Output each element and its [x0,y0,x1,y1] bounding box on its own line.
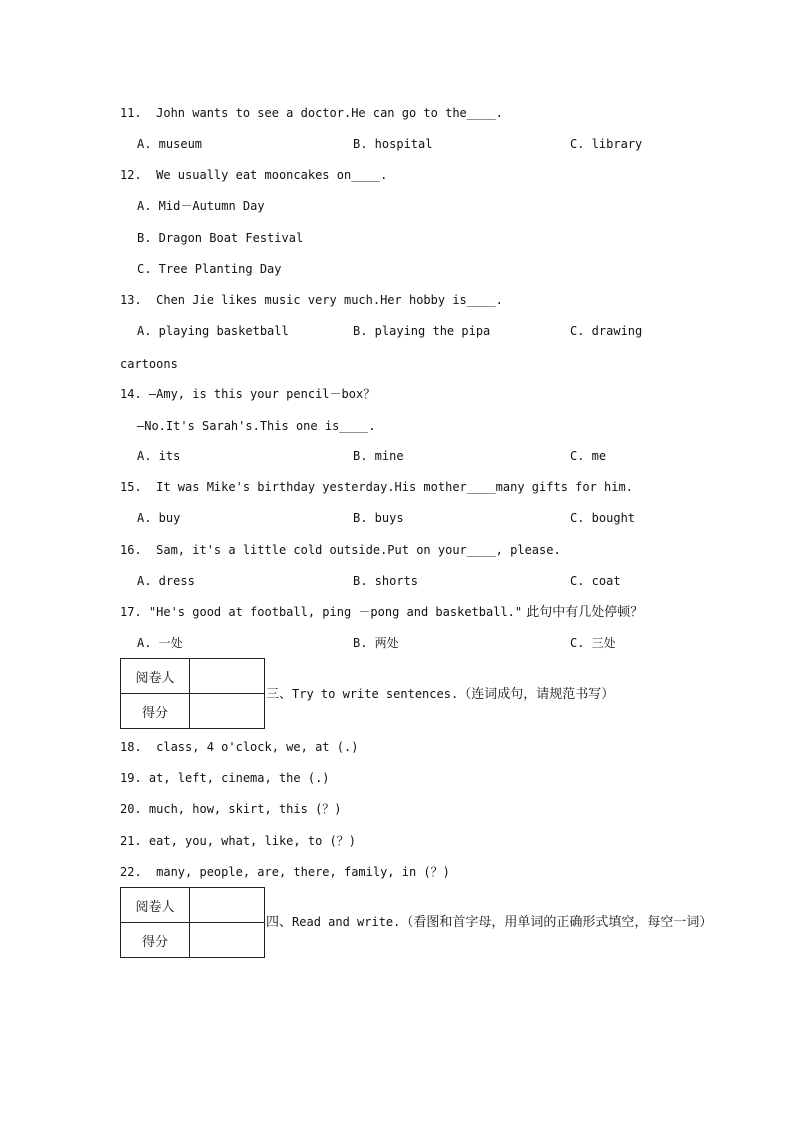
question-17 [120,604,643,621]
score-label: 得分 [121,694,190,729]
section-3-heading [266,686,614,703]
question-14-reply: —No.It's Sarah's.This one is____. [137,419,376,433]
question-22: 22. many, people, are, there, family, in (？) [120,865,450,879]
question-19: 19. at, left, cinema, the (.) [120,771,330,785]
q15-option-a: A. buy [137,511,181,525]
q11-option-a: A. museum [137,137,203,151]
reviewer-cell[interactable] [190,659,265,694]
q17-option-b: B. 两处 [353,636,399,650]
question-18: 18. class, 4 o'clock, we, at (.) [120,740,359,754]
question-20: 20. much, how, skirt, this (？) [120,802,342,816]
score-cell[interactable] [190,694,265,729]
q12-option-c: C. Tree Planting Day [137,262,282,276]
question-15: 15. It was Mike's birthday yesterday.His mother____many gifts for him. [120,480,633,494]
question-21: 21. eat, you, what, like, to (？) [120,834,356,848]
q16-option-b: B. shorts [353,574,419,588]
grader-box-section-4 [120,887,265,958]
q15-option-c: C. bought [570,511,636,525]
score-label: 得分 [121,923,190,958]
q14-option-b: B. mine [353,449,404,463]
q14-option-c: C. me [570,449,607,463]
section-4-title: Read and write. [292,915,401,929]
section-3-title: Try to write sentences. [292,687,459,701]
question-13: 13. Chen Jie likes music very much.Her hobby is____. [120,293,503,307]
section-3-note: （连词成句，请规范书写） [458,687,615,702]
q17-option-c: C. 三处 [570,636,616,650]
section-4-note: （看图和首字母，用单词的正确形式填空，每空一词） [400,915,713,930]
q13-option-c: C. drawing [570,324,643,338]
reviewer-label: 阅卷人 [121,888,190,923]
q16-option-c: C. coat [570,574,621,588]
question-11: 11. John wants to see a doctor.He can go to the____. [120,106,503,120]
q11-option-c: C. library [570,137,643,151]
question-16: 16. Sam, it's a little cold outside.Put on your____, please. [120,543,561,557]
section-4-prefix: 四、 [266,915,293,930]
q13-option-c-continuation: cartoons [120,357,178,371]
q12-option-a: A. Mid－Autumn Day [137,199,265,213]
question-14: 14. —Amy, is this your pencil－box？ [120,387,376,401]
q17-option-a: A. 一处 [137,636,183,650]
question-17-text: 17. "He's good at football, ping －pong and basketball." [120,605,523,619]
q13-option-b: B. playing the pipa [353,324,491,338]
reviewer-label: 阅卷人 [121,659,190,694]
q12-option-b: B. Dragon Boat Festival [137,231,304,245]
q13-option-a: A. playing basketball [137,324,289,338]
q11-option-b: B. hospital [353,137,433,151]
question-12: 12. We usually eat mooncakes on____. [120,168,388,182]
q14-option-a: A. its [137,449,181,463]
q16-option-a: A. dress [137,574,195,588]
q15-option-b: B. buys [353,511,404,525]
score-cell[interactable] [190,923,265,958]
question-17-text-cn: 此句中有几处停顿？ [522,605,644,620]
reviewer-cell[interactable] [190,888,265,923]
section-4-heading [266,914,712,931]
section-3-prefix: 三、 [266,687,293,702]
grader-box-section-3 [120,658,265,729]
